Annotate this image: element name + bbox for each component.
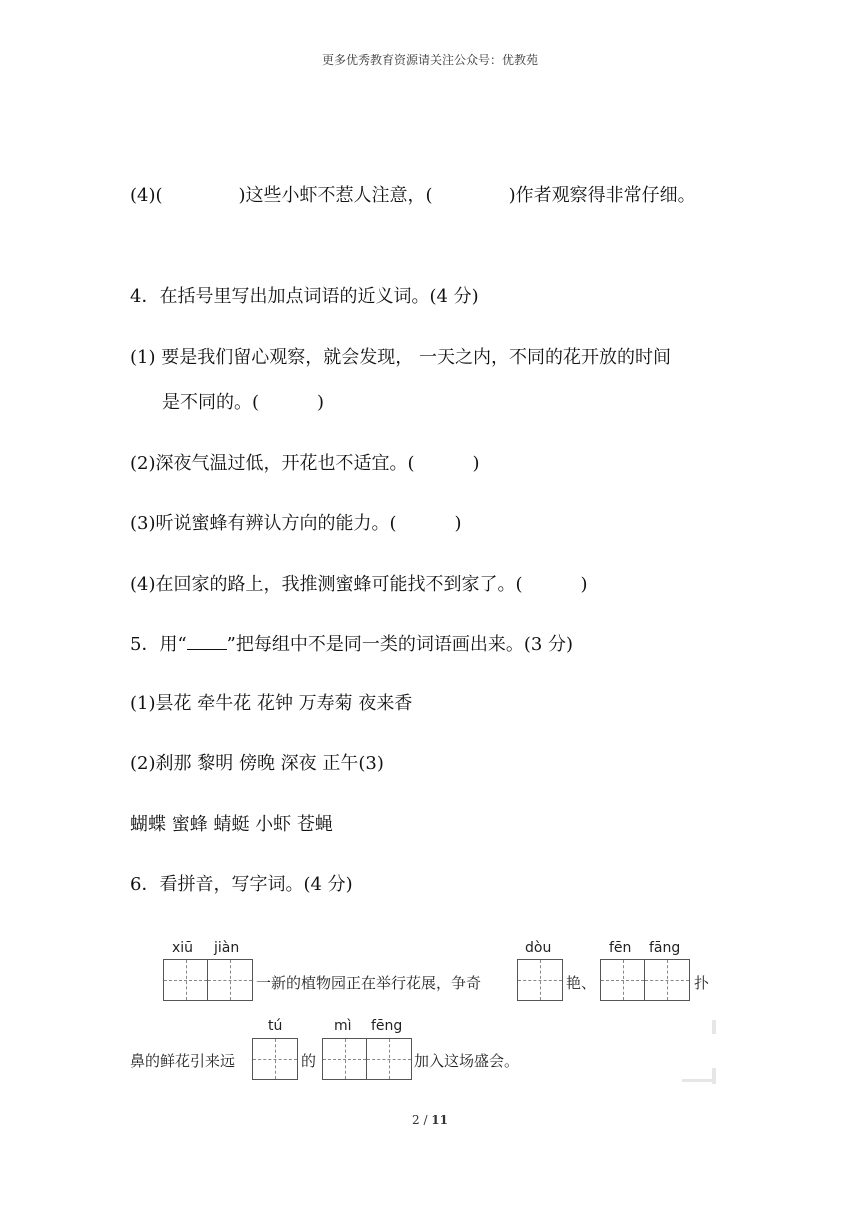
write-grid-mifeng[interactable] (322, 1038, 412, 1080)
q6-text-3: 扑 (694, 974, 710, 992)
q3-item-4-end: )作者观察得非常仔细。 (508, 185, 696, 206)
write-cell[interactable] (518, 960, 562, 1000)
close-paren: ) (317, 392, 325, 413)
write-cell[interactable] (253, 1039, 297, 1079)
page-separator: / (419, 1113, 432, 1127)
page-header: 更多优秀教育资源请关注公众号：优教苑 (321, 53, 538, 67)
page-number (0, 1113, 860, 1127)
close-paren: ) (472, 453, 480, 474)
scan-mark (712, 1020, 716, 1034)
pinyin-dou: dòu (525, 940, 552, 956)
q5-group-1: (1)昙花 牵牛花 花钟 万寿菊 夜来香 (130, 693, 413, 714)
q6-text-5: 的 (301, 1052, 317, 1070)
close-paren: ) (580, 574, 588, 595)
q4-item-3-text: (3)听说蜜蜂有辨认方向的能力。( (130, 513, 397, 534)
write-cell[interactable] (323, 1039, 367, 1079)
q6-text-4: 鼻的鲜花引来远 (130, 1052, 236, 1070)
close-paren: ) (454, 513, 462, 534)
q5-group-3: 蝴蝶 蜜蜂 蜻蜓 小虾 苍蝇 (130, 814, 333, 835)
write-cell[interactable] (164, 960, 208, 1000)
write-cell[interactable] (208, 960, 252, 1000)
q6-text-6: 加入这场盛会。 (414, 1052, 520, 1070)
q4-item-2 (130, 452, 480, 476)
q5-group-2: (2)刹那 黎明 傍晚 深夜 正午(3) (130, 753, 384, 774)
pinyin-mi: mì (334, 1018, 352, 1034)
pinyin-fang: fāng (649, 940, 681, 956)
q5-title (130, 633, 573, 657)
pinyin-jian: jiàn (214, 940, 240, 956)
q4-item-4 (130, 573, 588, 597)
q4-item-2-text: (2)深夜气温过低，开花也不适宜。( (130, 453, 415, 474)
q3-item-4-label: (4)( (130, 185, 163, 206)
page-total: 11 (431, 1113, 448, 1127)
pinyin-tu: tú (268, 1018, 283, 1034)
write-grid-tu[interactable] (252, 1038, 298, 1080)
q4-title: 4．在括号里写出加点词语的近义词。(4 分) (130, 286, 479, 307)
pinyin-feng: fēng (371, 1018, 403, 1034)
write-grid-fenfang[interactable] (600, 959, 690, 1001)
q4-item-3 (130, 512, 462, 536)
page-current: 2 (411, 1113, 420, 1127)
q3-item-4-mid: )这些小虾不惹人注意，( (238, 185, 433, 206)
underline-sample (187, 633, 227, 650)
q6-title: 6．看拼音，写字词。(4 分) (130, 874, 353, 895)
q6-text-1: 一新的植物园正在举行花展，争奇 (256, 974, 482, 992)
scan-mark (712, 1068, 716, 1084)
scan-mark (682, 1079, 712, 1082)
q5-title-a: 5．用“ (130, 634, 187, 655)
write-cell[interactable] (367, 1039, 411, 1079)
write-grid-xiujian[interactable] (163, 959, 253, 1001)
q4-item-1-text: 是不同的。( (162, 392, 260, 413)
pinyin-fen: fēn (609, 940, 632, 956)
write-cell[interactable] (601, 960, 645, 1000)
q3-item-4 (130, 184, 696, 208)
q4-item-4-text: (4)在回家的路上，我推测蜜蜂可能找不到家了。( (130, 574, 523, 595)
write-cell[interactable] (645, 960, 689, 1000)
write-grid-dou[interactable] (517, 959, 563, 1001)
q4-item-1-line2 (162, 391, 324, 415)
q5-title-b: ”把每组中不是同一类的词语画出来。(3 分) (226, 634, 574, 655)
q4-item-1-line1: (1) 要是我们留心观察，就会发现， 一天之内，不同的花开放的时间 (130, 347, 671, 368)
q6-text-2: 艳、 (566, 974, 597, 992)
pinyin-xiu: xiū (172, 940, 194, 956)
